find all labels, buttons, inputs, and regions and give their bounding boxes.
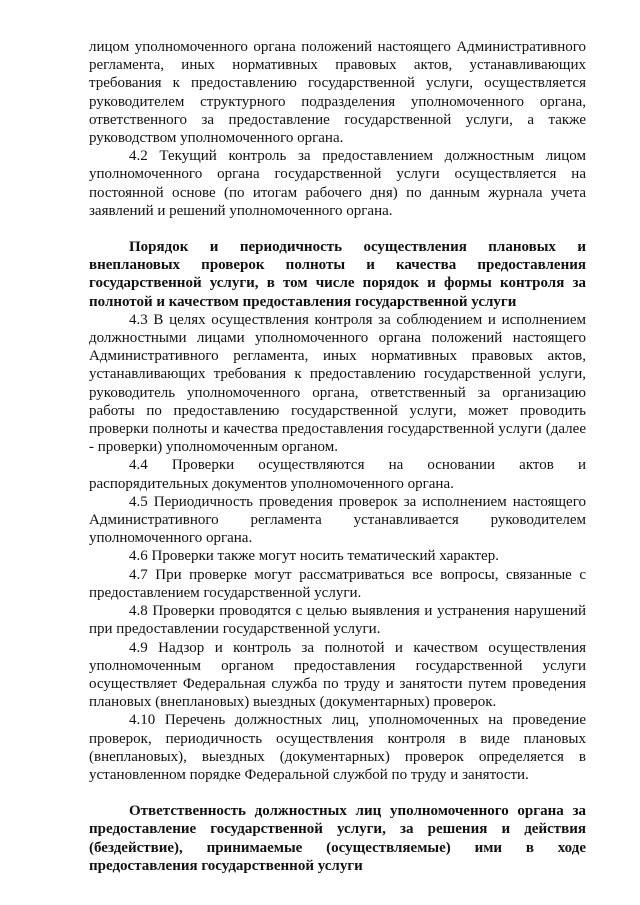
section-heading-inspections: Порядок и периодичность осуществления плановых и внеплановых проверок полноты и качества предоставления государственной услуги, в том числе порядок и формы контроля за полнотой и качеством предоставления государственной услуги <box>89 239 586 310</box>
paragraph-continuation: лицом уполномоченного органа положений настоящего Административного регламента, иных нормативных правовых актов, устанавливающих требования к предоставлению государственной услуги, осуществляется руководителем структурного подразделения уполномоченного органа, ответственного за предоставление государственной услуги, а также руководством уполномоченного органа. <box>89 39 586 147</box>
document-body <box>89 38 586 875</box>
paragraph-4-9: 4.9 Надзор и контроль за полнотой и качеством осуществления уполномоченным органом предоставления государственной услуги осуществляет Федеральная служба по труду и занятости путем проведения плановых (внеплановых) выездных (документарных) проверок. <box>89 639 586 711</box>
spacer <box>89 220 586 238</box>
section-heading-responsibility: Ответственность должностных лиц уполномоченного органа за предоставление государственной услуги, за решения и действия (бездействие), принимаемые (осуществляемые) ими в ходе предоставления государственной услуги <box>89 803 586 874</box>
paragraph-4-8: 4.8 Проверки проводятся с целью выявления и устранения нарушений при предоставлении государственной услуги. <box>89 603 586 638</box>
paragraph-4-5: 4.5 Периодичность проведения проверок за исполнением настоящего Административного регламента устанавливается руководителем уполномоченного органа. <box>89 493 586 547</box>
paragraph-4-2: 4.2 Текущий контроль за предоставлением должностным лицом уполномоченного органа государственной услуги осуществляется на постоянной основе (по итогам рабочего дня) по данным журнала учета заявлений и решений уполномоченного органа. <box>89 148 586 219</box>
paragraph-4-7: 4.7 При проверке могут рассматриваться все вопросы, связанные с предоставлением государственной услуги. <box>89 566 586 601</box>
paragraph-4-3: 4.3 В целях осуществления контроля за соблюдением и исполнением должностными лицами уполномоченного органа положений настоящего Административного регламента, иных нормативных правовых актов, устанавливающих требования к предоставлению государственной услуги, руководитель уполномоченного органа, ответственный за организацию работы по предоставлению государственной услуги, может проводить проверки полноты и качества предоставления государственной услуги (далее - проверки) уполномоченным органом. <box>89 311 586 456</box>
paragraph-4-4: 4.4 Проверки осуществляются на основании актов и распорядительных документов уполномоченного органа. <box>89 457 586 492</box>
paragraph-4-10: 4.10 Перечень должностных лиц, уполномоченных на проведение проверок, периодичность осуществления контроля в виде плановых (внеплановых), выездных (документарных) проверок определяется в установленном порядке Федеральной службой по труду и занятости. <box>89 712 586 783</box>
spacer <box>89 784 586 802</box>
paragraph-4-6: 4.6 Проверки также могут носить тематический характер. <box>129 548 499 565</box>
